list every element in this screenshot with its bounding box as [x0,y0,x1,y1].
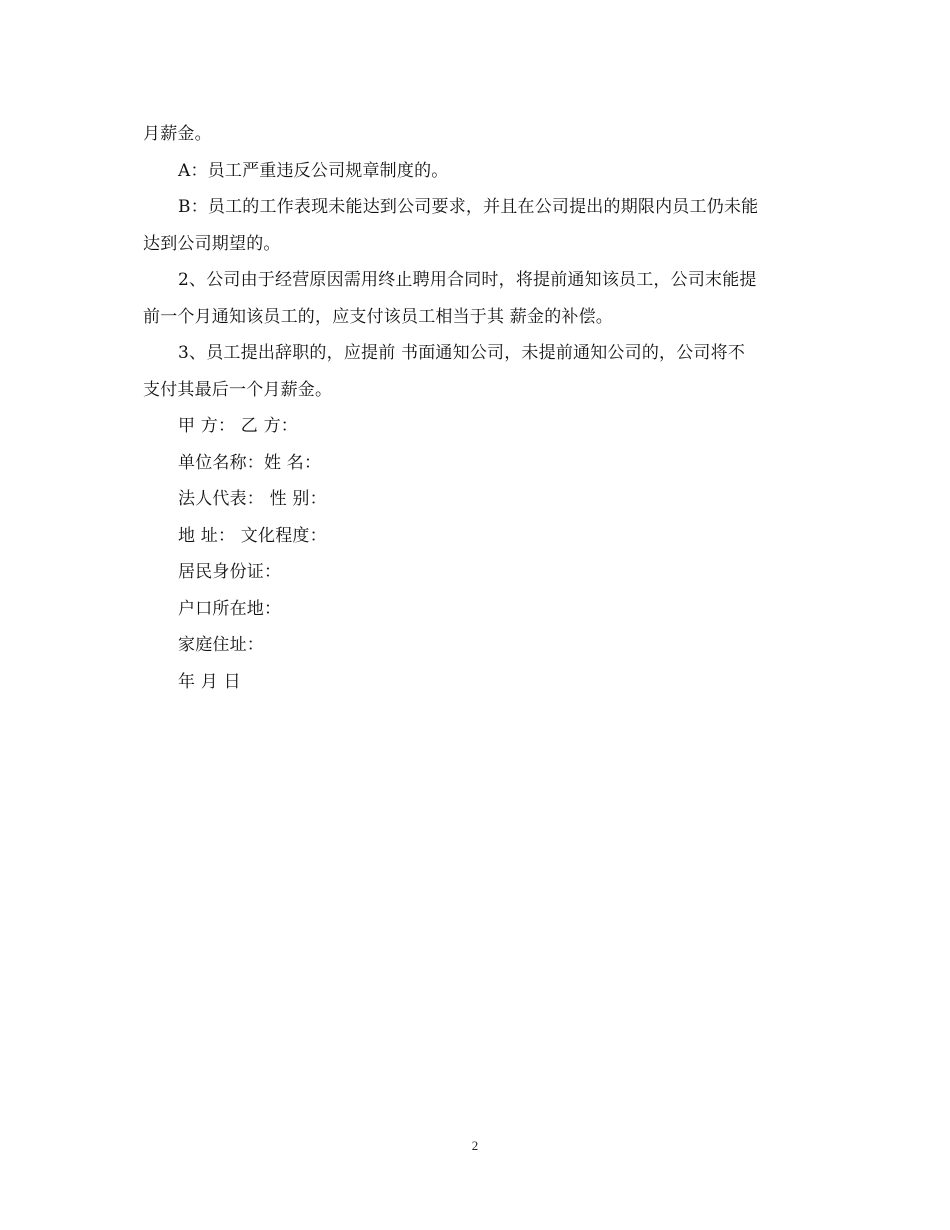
date-label: 年 月 日 [178,671,241,692]
page-number: 2 [471,1138,479,1153]
clause-a: A：员工严重违反公司规章制度的。 [178,160,449,181]
clause-b-line-2: 达到公司期望的。 [143,233,281,254]
unit-name-label: 单位名称：姓 名： [178,452,322,473]
address-label: 地 址： 文化程度： [178,525,327,546]
clause-b-line-1: B：员工的工作表现未能达到公司要求，并且在公司提出的期限内员工仍未能 [178,197,759,217]
clause-3-line-1: 3、员工提出辞职的，应提前 书面通知公司，未提前通知公司的，公司将不 [178,343,746,363]
body-line-salary-end: 月薪金。 [143,124,212,144]
legal-rep-label: 法人代表： 性 别： [178,489,327,509]
household-registration-label: 户口所在地： [178,598,282,619]
party-labels: 甲 方： 乙 方： [178,416,299,436]
clause-2-line-1: 2、公司由于经营原因需用终止聘用合同时，将提前通知该员工，公司末能提 [178,270,757,290]
document-body [143,116,808,700]
clause-2-line-2: 前一个月通知该员工的，应支付该员工相当于其 薪金的补偿。 [143,306,614,327]
home-address-label: 家庭住址： [178,635,264,655]
clause-3-line-2: 支付其最后一个月薪金。 [143,379,333,400]
id-card-label: 居民身份证： [178,562,282,582]
